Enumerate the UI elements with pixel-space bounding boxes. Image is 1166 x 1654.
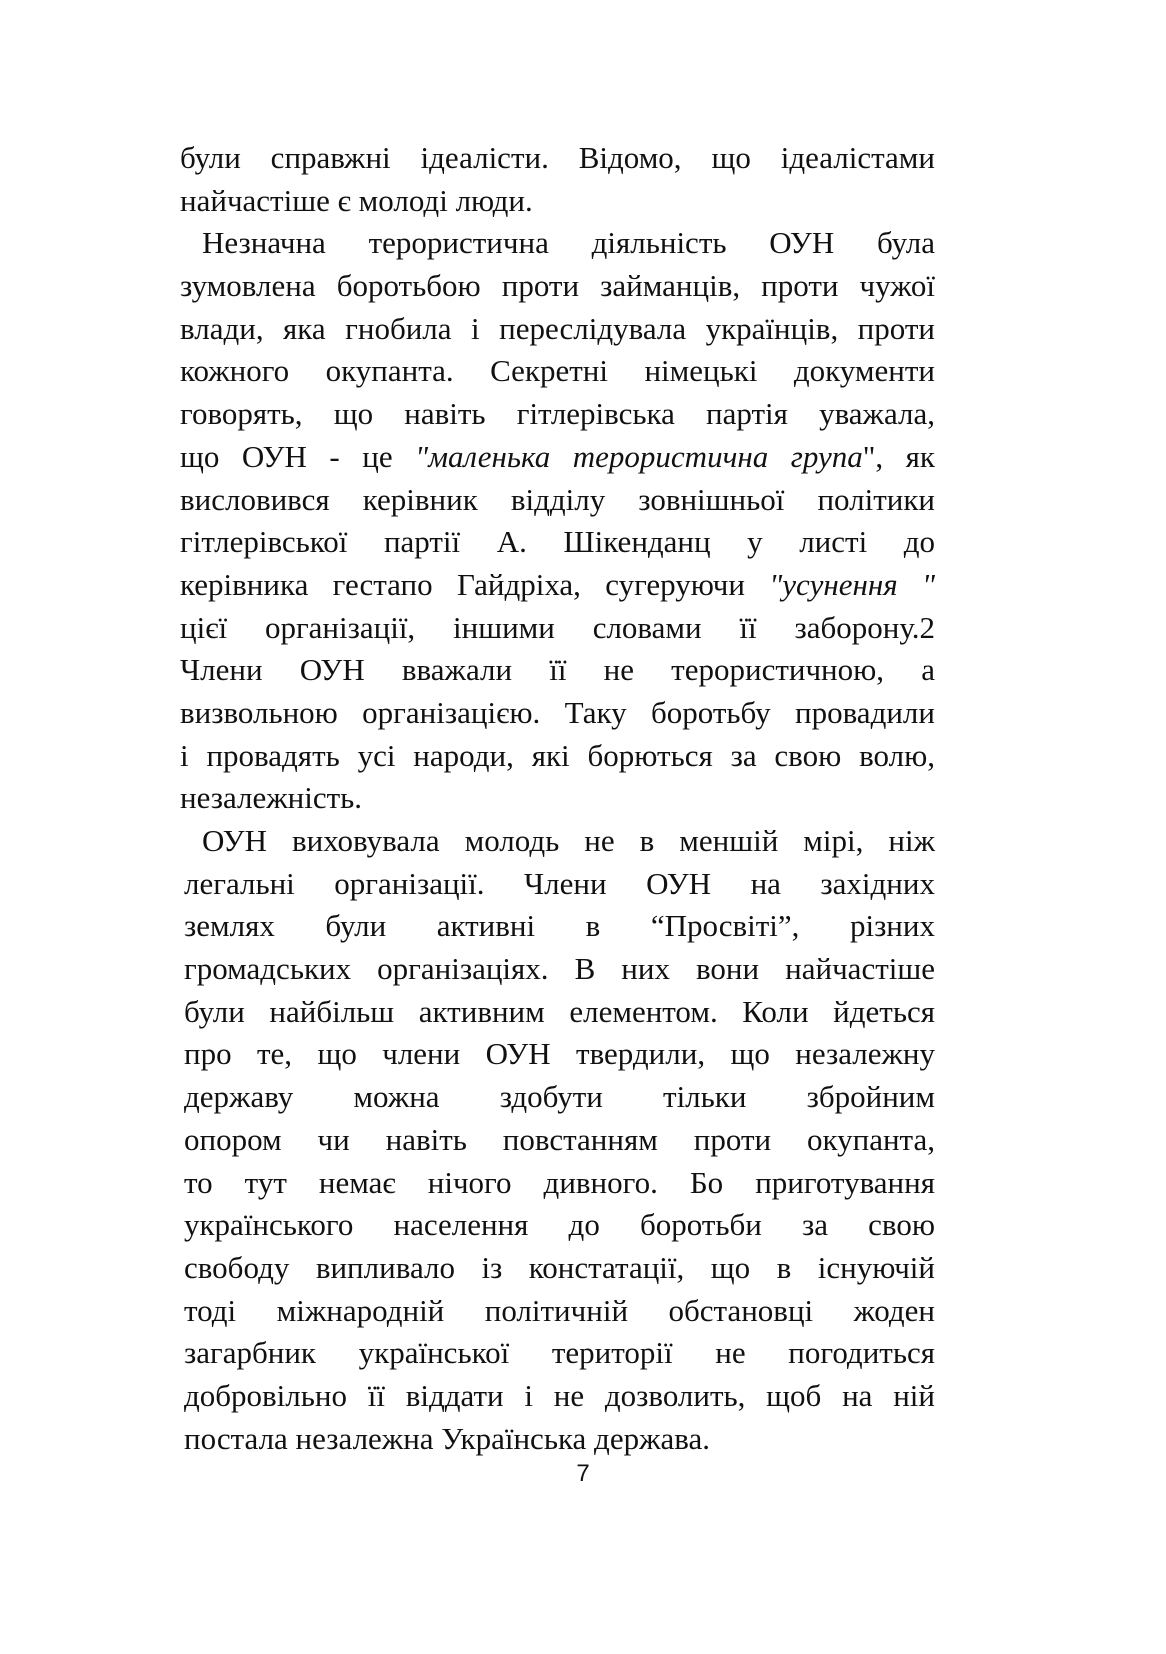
- text-line: [180, 777, 935, 820]
- page-number: 7: [576, 1460, 590, 1487]
- text-segment: що ОУН - це: [180, 438, 416, 474]
- text-line: [180, 222, 935, 265]
- text-line: [180, 1418, 935, 1461]
- text-segment: добровільно її віддати і не дозволить, щоб на ній: [184, 1377, 935, 1413]
- text-line: [180, 350, 935, 393]
- text-segment: землях були активні в “Просвіті”, різних: [184, 908, 935, 944]
- text-line: [180, 265, 935, 308]
- text-line: [180, 180, 935, 223]
- text-segment: державу можна здобути тільки збройним: [184, 1079, 935, 1115]
- text-segment: гітлерівської партії А. Шікенданц у листі до: [180, 524, 935, 560]
- text-segment: висловився керівник відділу зовнішньої політики: [180, 481, 935, 517]
- text-segment: влади, яка гнобила і переслідувала українців, проти: [180, 310, 935, 346]
- text-segment: ", як: [862, 438, 935, 474]
- text-segment: українського населення до боротьби за свою: [184, 1207, 935, 1243]
- text-segment: опором чи навіть повстанням проти окупанта,: [184, 1121, 935, 1157]
- text-segment: тоді міжнародній політичній обстановці жоден: [184, 1292, 935, 1328]
- text-segment: загарбник української території не погодиться: [184, 1335, 935, 1371]
- text-segment: і провадять усі народи, які борються за свою волю,: [180, 737, 935, 773]
- text-line: [180, 649, 935, 692]
- text-line: [180, 905, 935, 948]
- text-line: [180, 1375, 935, 1418]
- text-line: [180, 1332, 935, 1375]
- text-line: [180, 1247, 935, 1290]
- text-line: [180, 1162, 935, 1205]
- text-segment: цієї організації, іншими словами її заборону.2: [180, 609, 935, 645]
- text-line: [180, 1076, 935, 1119]
- body-text: [180, 137, 935, 1460]
- text-segment: керівника гестапо Гайдріха, сугеруючи: [180, 566, 770, 602]
- paragraph: [180, 137, 935, 222]
- text-line: [180, 948, 935, 991]
- text-line: [180, 1119, 935, 1162]
- text-line: [180, 735, 935, 778]
- text-line: [180, 991, 935, 1034]
- text-segment: постала незалежна Українська держава.: [184, 1420, 711, 1456]
- italic-quote: "маленька терористична група: [415, 438, 863, 474]
- paragraph: [180, 820, 935, 1460]
- text-segment: свободу випливало із констатації, що в існуючій: [184, 1249, 935, 1285]
- text-line: [180, 436, 935, 479]
- text-segment: говорять, що навіть гітлерівська партія уважала,: [180, 396, 935, 432]
- text-segment: кожного окупанта. Секретні німецькі документи: [180, 353, 935, 389]
- text-segment: незалежність.: [180, 780, 363, 816]
- text-line: [180, 692, 935, 735]
- text-segment: зумовлена боротьбою проти займанців, проти чужої: [180, 268, 935, 304]
- italic-quote: "усунення ": [769, 566, 935, 602]
- text-segment: були найбільш активним елементом. Коли йдеться: [184, 993, 935, 1029]
- text-segment: Члени ОУН вважали її не терористичною, а: [180, 652, 935, 688]
- text-line: [180, 308, 935, 351]
- text-segment: легальні організації. Члени ОУН на західних: [184, 865, 935, 901]
- text-line: [180, 1290, 935, 1333]
- text-line: [180, 521, 935, 564]
- text-line: [180, 820, 935, 863]
- text-line: [180, 1204, 935, 1247]
- text-segment: то тут немає нічого дивного. Бо приготування: [184, 1164, 935, 1200]
- text-line: [180, 607, 935, 650]
- text-segment: громадських організаціях. В них вони найчастіше: [184, 951, 935, 987]
- text-line: [180, 137, 935, 180]
- text-line: [180, 1033, 935, 1076]
- text-line: [180, 479, 935, 522]
- text-segment: ОУН виховувала молодь не в меншій мірі, ніж: [202, 823, 935, 858]
- text-segment: були справжні ідеалісти. Відомо, що ідеалістами: [180, 140, 935, 175]
- text-segment: визвольною організацією. Таку боротьбу провадили: [180, 694, 935, 730]
- paragraph: [180, 222, 935, 820]
- text-segment: про те, що члени ОУН твердили, що незалежну: [184, 1036, 935, 1072]
- text-line: [180, 393, 935, 436]
- text-line: [180, 863, 935, 906]
- text-line: [180, 564, 935, 607]
- text-segment: Незначна терористична діяльність ОУН була: [202, 225, 935, 261]
- text-segment: найчастіше є молоді люди.: [180, 182, 533, 218]
